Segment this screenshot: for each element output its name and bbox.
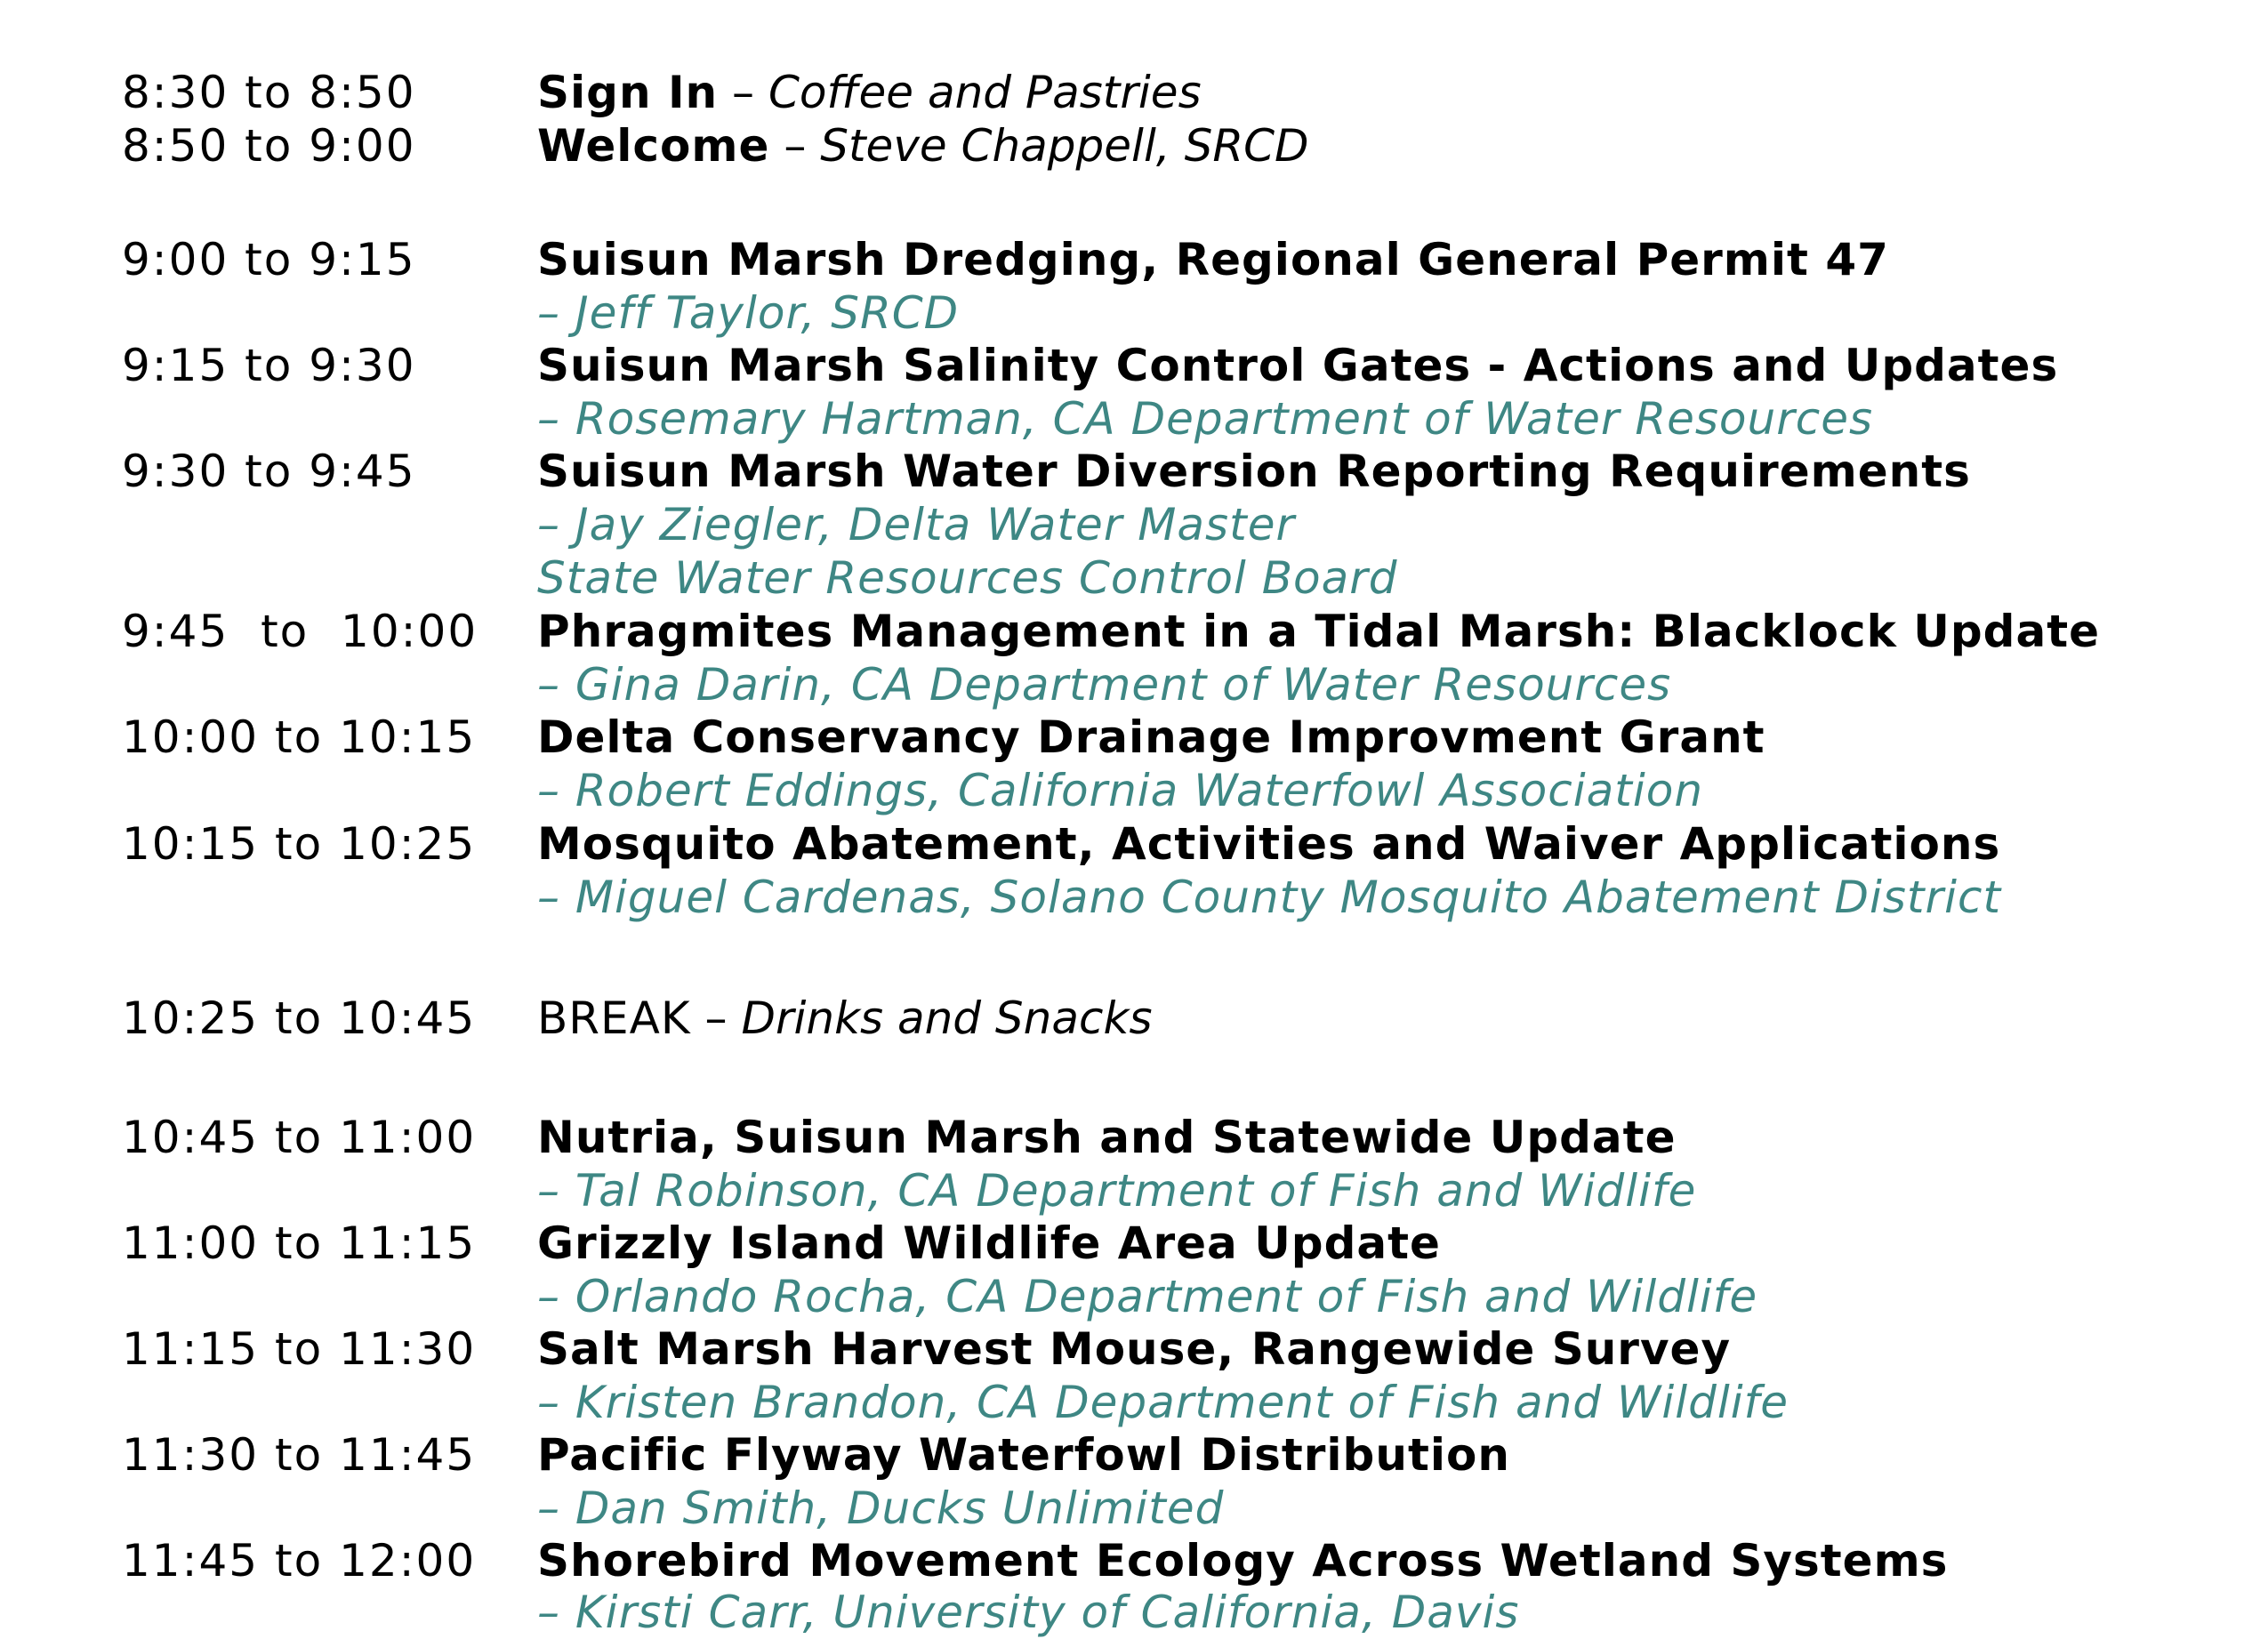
agenda-time: 11:15 to 11:30	[122, 1323, 477, 1375]
agenda-time: 9:45 to 10:00	[122, 606, 479, 657]
agenda-item-welcome	[537, 119, 1309, 173]
agenda-speaker: – Kirsti Carr, University of California, Davis	[537, 1587, 1520, 1638]
agenda-speaker: – Kristen Brandon, CA Department of Fish and Wildlife	[537, 1377, 1789, 1428]
agenda-speaker: – Jay Ziegler, Delta Water Master	[537, 499, 1296, 550]
agenda-speaker: – Gina Darin, CA Department of Water Resources	[537, 659, 1672, 711]
agenda-time: 10:00 to 10:15	[122, 711, 477, 763]
agenda-speaker: – Jeff Taylor, SRCD	[537, 287, 960, 339]
agenda-separator: –	[769, 120, 821, 172]
agenda-note: Steve Chappell, SRCD	[820, 120, 1309, 172]
agenda-title: Pacific Flyway Waterfowl Distribution	[537, 1429, 1510, 1481]
agenda-note: Drinks and Snacks	[741, 992, 1153, 1044]
agenda-speaker-affiliation: State Water Resources Control Board	[537, 552, 1398, 604]
agenda-label: Welcome	[537, 120, 770, 172]
agenda-speaker: – Orlando Rocha, CA Department of Fish and Wildlife	[537, 1271, 1758, 1322]
agenda-title: Suisun Marsh Water Diversion Reporting Requirements	[537, 446, 1971, 497]
agenda-separator: –	[690, 992, 742, 1044]
agenda-speaker: – Dan Smith, Ducks Unlimited	[537, 1482, 1225, 1534]
agenda-speaker: – Robert Eddings, California Waterfowl Association	[537, 765, 1704, 816]
agenda-time: 10:25 to 10:45	[122, 992, 477, 1044]
agenda-title: Grizzly Island Wildlife Area Update	[537, 1217, 1441, 1269]
agenda-title: Salt Marsh Harvest Mouse, Rangewide Survey	[537, 1323, 1732, 1375]
agenda-time: 9:00 to 9:15	[122, 234, 416, 285]
agenda-separator: –	[718, 67, 768, 118]
agenda-time: 8:30 to 8:50	[122, 67, 416, 118]
agenda-title: Nutria, Suisun Marsh and Statewide Update	[537, 1112, 1677, 1163]
agenda-time: 9:30 to 9:45	[122, 446, 416, 497]
agenda-time: 11:45 to 12:00	[122, 1535, 477, 1587]
agenda-title: Suisun Marsh Salinity Control Gates - Actions and Updates	[537, 340, 2059, 391]
agenda-label: BREAK	[537, 992, 691, 1044]
agenda-title: Phragmites Management in a Tidal Marsh: Blacklock Update	[537, 606, 2101, 657]
agenda-time: 11:00 to 11:15	[122, 1217, 477, 1269]
agenda-title: Suisun Marsh Dredging, Regional General Permit 47	[537, 234, 1889, 285]
agenda-speaker: – Miguel Cardenas, Solano County Mosquito Abatement District	[537, 872, 2002, 923]
agenda-title: Mosquito Abatement, Activities and Waiver Applications	[537, 818, 2001, 870]
agenda-label: Sign In	[537, 67, 719, 118]
agenda-speaker: – Rosemary Hartman, CA Department of Water Resources	[537, 393, 1874, 445]
agenda-time: 9:15 to 9:30	[122, 340, 416, 391]
agenda-title: Shorebird Movement Ecology Across Wetland Systems	[537, 1535, 1949, 1587]
agenda-title: Delta Conservancy Drainage Improvment Grant	[537, 711, 1765, 763]
agenda-note: Coffee and Pastries	[768, 67, 1202, 118]
agenda-time: 10:45 to 11:00	[122, 1112, 477, 1163]
agenda-time: 8:50 to 9:00	[122, 120, 416, 172]
agenda-item-break	[537, 992, 1153, 1045]
agenda-time: 11:30 to 11:45	[122, 1429, 477, 1481]
agenda-speaker: – Tal Robinson, CA Department of Fish and Widlife	[537, 1165, 1697, 1217]
agenda-item-sign-in	[537, 66, 1202, 119]
agenda-time: 10:15 to 10:25	[122, 818, 477, 870]
